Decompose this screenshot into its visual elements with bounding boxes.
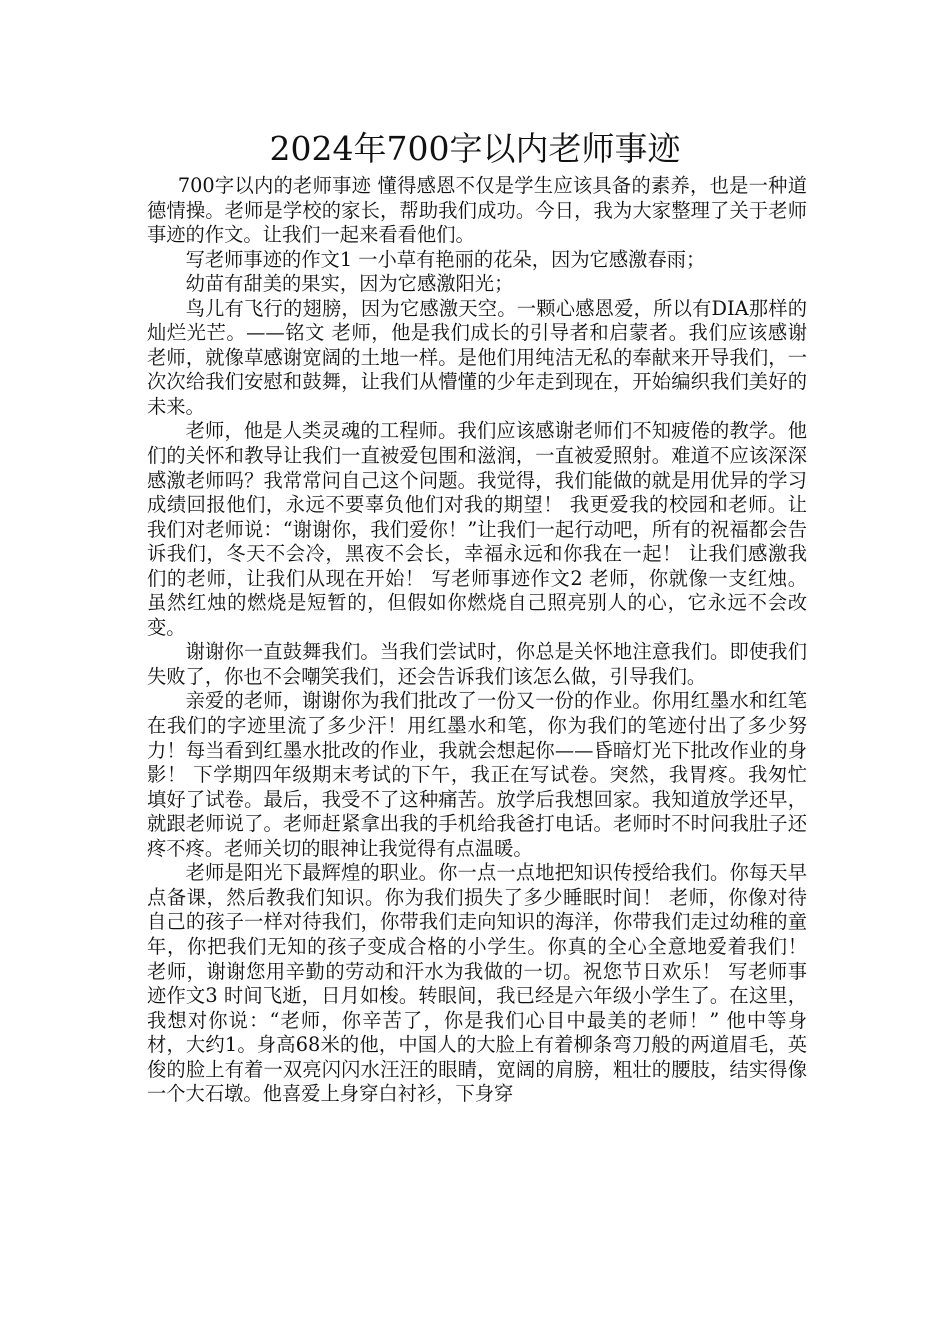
paragraph-engineer: 老师，他是人类灵魂的工程师。我们应该感谢老师们不知疲倦的教学。他们的关怀和教导让我们一直被爱包围和滋润，一直被爱照射。难道不应该深深感激老师吗？我常常问自己这个问题。我觉得，我们能做的就是用优异的学习成绩回报他们，永远不要辜负他们对我的期望！ 我更爱我的校园和老师。让我们对老师说：“谢谢你，我们爱你！”让我们一起行动吧，所有的祝福都会告诉我们，冬天不会冷，黑夜不会长，幸福永远和你我在一起！ 让我们感激我们的老师，让我们从现在开始！ 写老师事迹作文2 老师，你就像一支红烛。虽然红烛的燃烧是短暂的，但假如你燃烧自己照亮别人的心，它永远不会改变。 <box>147 419 807 639</box>
paragraph-encourage: 谢谢你一直鼓舞我们。当我们尝试时，你总是关怀地注意我们。即使我们失败了，你也不会嘲笑我们，还会告诉我们该怎么做，引导我们。 <box>147 640 807 688</box>
paragraph-homework: 亲爱的老师，谢谢你为我们批改了一份又一份的作业。你用红墨水和红笔在我们的字迹里流了多少汗！用红墨水和笔，你为我们的笔迹付出了多少努力！每当看到红墨水批改的作业，我就会想起你——昏暗灯光下批改作业的身影！ 下学期四年级期末考试的下午，我正在写试卷。突然，我胃疼。我匆忙填好了试卷。最后，我受不了这种痛苦。放学后我想回家。我知道放学还早，就跟老师说了。老师赶紧拿出我的手机给我爸打电话。老师时不时问我肚子还疼不疼。老师关切的眼神让我觉得有点温暖。 <box>147 689 807 860</box>
paragraph-intro: 700字以内的老师事迹 懂得感恩不仅是学生应该具备的素养，也是一种道德情操。老师是学校的家长，帮助我们成功。今日，我为大家整理了关于老师事迹的作文。让我们一起来看看他们。 <box>147 174 807 247</box>
document-title: 2024年700字以内老师事迹 <box>269 129 681 168</box>
paragraph-sunshine: 老师是阳光下最辉煌的职业。你一点一点地把知识传授给我们。你每天早点备课，然后教我们知识。你为我们损失了多少睡眠时间！ 老师，你像对待自己的孩子一样对待我们，你带我们走向知识的海洋，你带我们走过幼稚的童年，你把我们无知的孩子变成合格的小学生。你真的全心全意地爱着我们！ 老师，谢谢您用辛勤的劳动和汗水为我做的一切。祝您节日欢乐！ 写老师事迹作文3 时间飞逝，日月如梭。转眼间，我已经是六年级小学生了。在这里，我想对你说：“老师，你辛苦了，你是我们心目中最美的老师！” 他中等身材，大约1。身高68米的他，中国人的大脸上有着柳条弯刀般的两道眉毛，英俊的脸上有着一双亮闪闪水汪汪的眼睛，宽阔的肩膀，粗壮的腰肢，结实得像一个大石墩。他喜爱上身穿白衬衫，下身穿 <box>147 861 807 1106</box>
document-body <box>147 174 807 1107</box>
paragraph-bird: 鸟儿有飞行的翅膀，因为它感激天空。一颗心感恩爱，所以有DIA那样的灿烂光芒。——铭文 老师，他是我们成长的引导者和启蒙者。我们应该感谢老师，就像草感谢宽阔的土地一样。是他们用纯洁无私的奉献来开导我们，一次次给我们安慰和鼓舞，让我们从懵懂的少年走到现在，开始编织我们美好的未来。 <box>147 296 807 418</box>
paragraph-essay-1-opening: 写老师事迹的作文1 一小草有艳丽的花朵，因为它感激春雨； <box>185 247 706 271</box>
paragraph-seedling: 幼苗有甜美的果实，因为它感激阳光； <box>185 272 514 296</box>
